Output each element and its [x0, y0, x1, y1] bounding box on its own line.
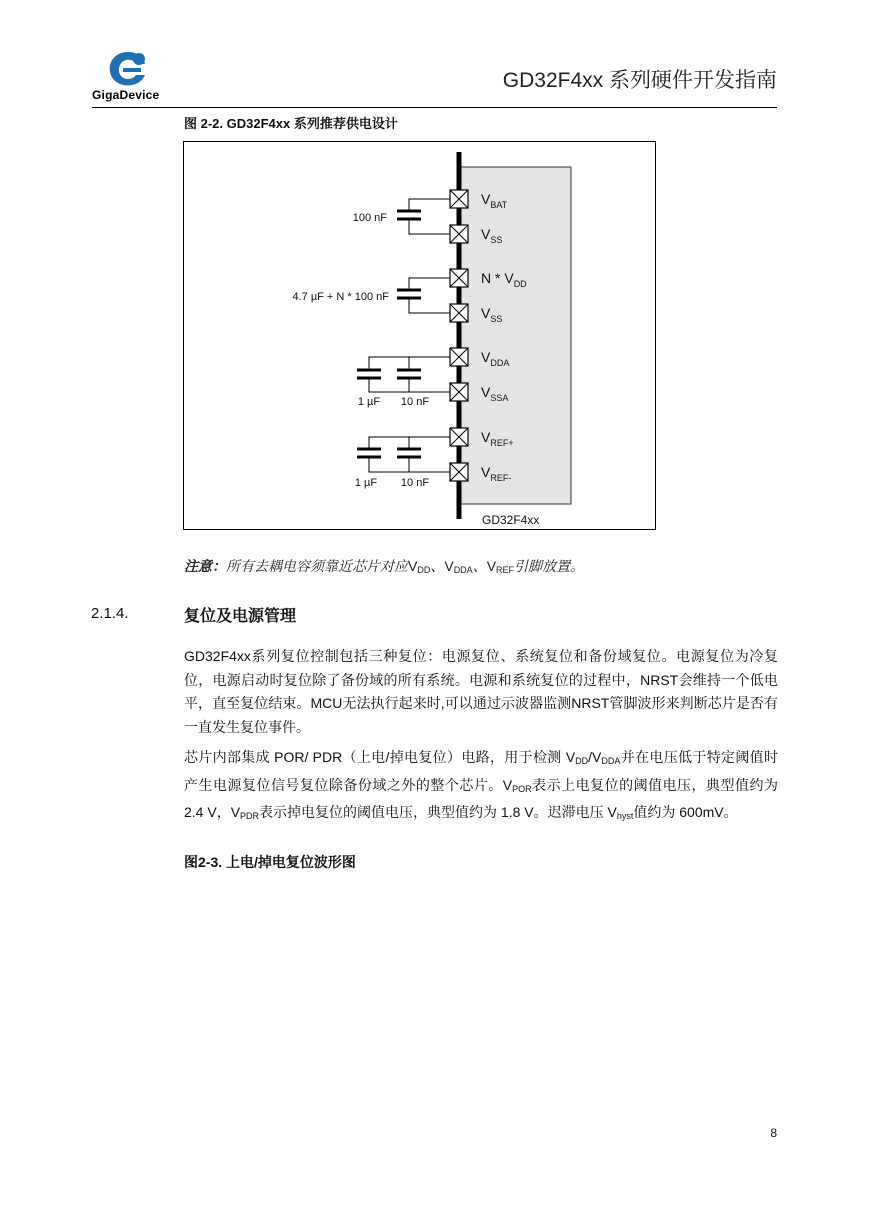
logo-text: GigaDevice — [92, 88, 160, 102]
wire — [409, 219, 450, 234]
pin-label: $V_{SS}$ — [481, 226, 503, 245]
figure-caption-2: 图2-3. 上电/掉电复位波形图 — [184, 854, 356, 870]
note-sep: 、 — [472, 558, 487, 574]
wire — [409, 298, 450, 313]
capacitor-100nf — [353, 199, 450, 234]
wire — [409, 199, 450, 211]
pin-label: $V_{DDA}$ — [481, 349, 510, 368]
note-label: 注意： — [184, 558, 226, 574]
paragraph-reset-control: GD32F4xx系列复位控制包括三种复位：电源复位、系统复位和备份域复位。电源复位为冷复位，电源启动时复位除了备份域的所有系统。电源和系统复位的过程中，NRST会维持一个低电平，直至复位结束。MCU无法执行起来时,可以通过示波器监测NRST管脚波形来判断芯片是否有一直发生复位事件。 — [184, 648, 778, 735]
capacitor-vdda-pair — [357, 357, 450, 408]
cap-label: 1 µF — [354, 477, 378, 489]
page-number: 8 — [770, 1126, 777, 1140]
section-number: 2.1.4. — [91, 605, 129, 622]
note-text-end: 引脚放置。 — [514, 558, 585, 574]
pin-label: $V_{REF-}$ — [481, 464, 512, 483]
pin-label: N * $V_{DD}$ — [481, 270, 527, 289]
chip-label: GD32F4xx — [482, 513, 540, 527]
power-supply-diagram — [183, 141, 656, 530]
capacitor-vref-pair — [355, 437, 450, 489]
design-note: 注意：所有去耦电容须靠近芯片对应$V_{DD}$、$V_{DDA}$、$V_{REF}$引脚放置。 — [184, 558, 585, 575]
chip-body — [459, 167, 571, 504]
capacitor-4-7uf — [292, 278, 450, 313]
power-supply-schematic — [184, 142, 657, 531]
pin-label: $V_{SS}$ — [481, 305, 503, 324]
figure-caption: 图 2-2. GD32F4xx 系列推荐供电设计 — [184, 116, 398, 131]
pin-label: $V_{REF+}$ — [481, 429, 514, 448]
gigadevice-logo-icon — [106, 50, 150, 88]
paragraph-por-pdr: 芯片内部集成 POR/ PDR（上电/掉电复位）电路，用于检测 $V_{DD}/V_{DDA}$并在电压低于特定阈值时产生电源复位信号复位除备份域之外的整个芯片。$V_{POR}$表示上电复位的阈值电压，典型值约为 2.4 V，$V_{PDR}$表示掉电复位的阈值电压，典型值约为 1.8 V。迟滞电压 $V_{hyst}$值约为 600mV。 — [184, 749, 779, 821]
section-title: 复位及电源管理 — [184, 608, 297, 625]
note-vdda-sub: DDA — [453, 565, 473, 575]
document-title: GD32F4xx 系列硬件开发指南 — [502, 69, 777, 92]
cap-label: 100 nF — [352, 212, 387, 224]
header-divider — [92, 107, 777, 108]
cap-label: 10 nF — [400, 477, 430, 489]
pin-label: $V_{SSA}$ — [481, 384, 509, 403]
cap-label: 10 nF — [400, 396, 430, 408]
cap-label: 1 µF — [357, 396, 381, 408]
note-sep: 、 — [430, 558, 445, 574]
note-vdd-sub: DD — [417, 565, 431, 575]
note-vref-sub: REF — [496, 565, 515, 575]
note-text: 所有去耦电容须靠近芯片对应 — [226, 558, 408, 574]
wire — [409, 278, 450, 290]
pin-label: $V_{BAT}$ — [481, 191, 508, 210]
cap-label: 4.7 µF + N * 100 nF — [292, 291, 389, 303]
